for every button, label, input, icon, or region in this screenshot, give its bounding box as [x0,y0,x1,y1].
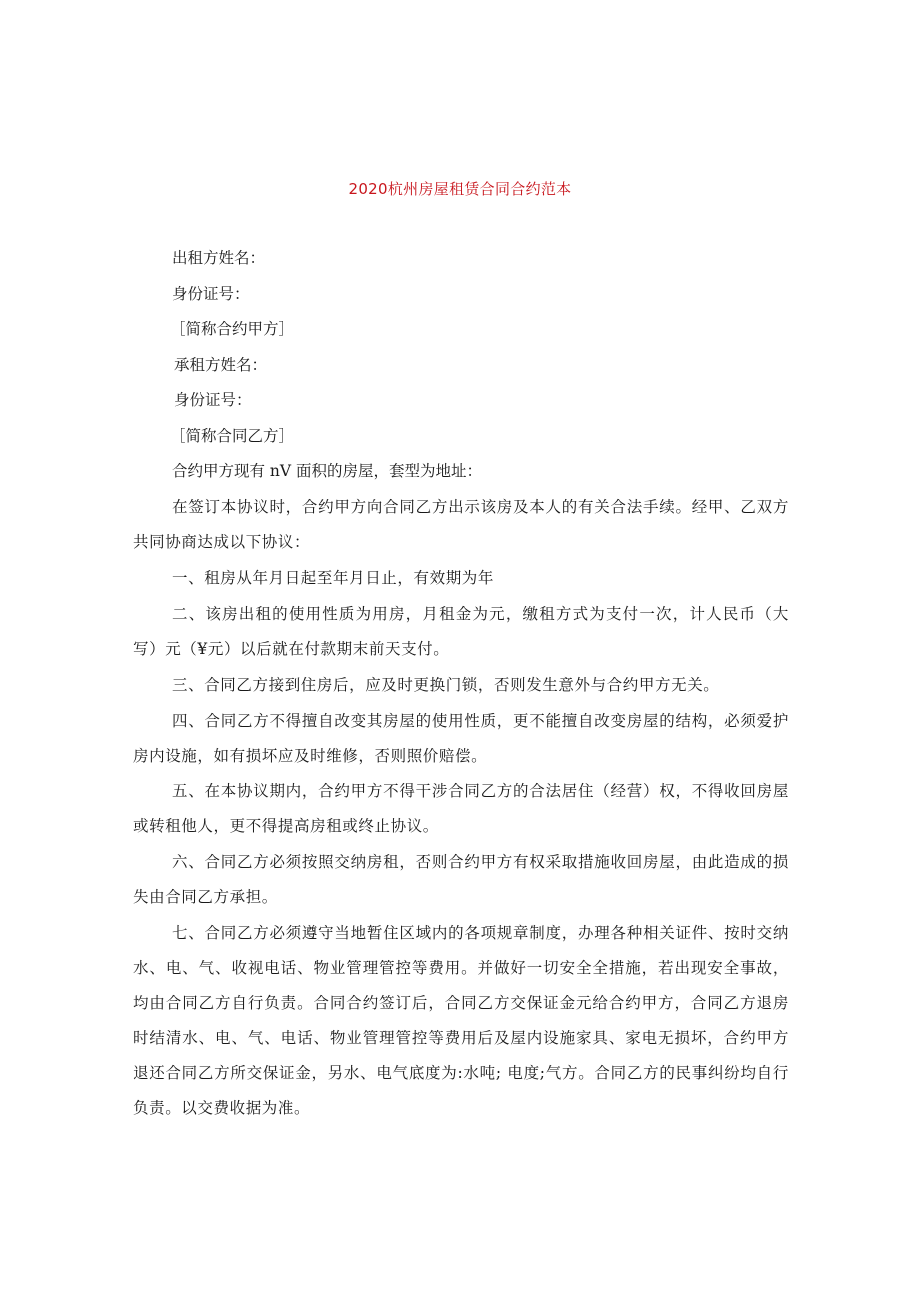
clause-5: 五、在本协议期内，合约甲方不得干涉合同乙方的合法居住（经营）权，不得收回房屋或转租他人，更不得提高房租或终止协议。 [133,782,789,835]
lessee-id-field: 身份证号： [174,391,252,409]
lessor-alias: ［简称合约甲方］ [170,320,295,338]
clause-4: 四、合同乙方不得擅自改变其房屋的使用性质，更不能擅自改变房屋的结构，必须爱护房内设施，如有损坏应及时维修，否则照价赔偿。 [133,712,789,765]
lessee-alias: ［简称合同乙方］ [170,427,295,445]
clause-7: 七、合同乙方必须遵守当地暂住区域内的各项规章制度，办理各种相关证件、按时交纳水、电、气、收视电话、物业管理管控等费用。并做好一切安全全措施，若出现安全事故，均由合同乙方自行负责。合同合约签订后，合同乙方交保证金元给合约甲方，合同乙方退房时结清水、电、气、电话、物业管理管控等费用后及屋内设施家具、家电无损坏，合约甲方退还合同乙方所交保证金，另水、电气底度为:水吨; 电度;气方。合同乙方的民事纠纷均自行负责。以交费收据为准。 [133,924,789,1117]
preamble-paragraph: 在签订本协议时，合约甲方向合同乙方出示该房及本人的有关合法手续。经甲、乙双方共同协商达成以下协议： [133,498,789,551]
clause-3: 三、合同乙方接到住房后，应及时更换门锁，否则发生意外与合约甲方无关。 [172,676,720,694]
property-description: 合约甲方现有 nV 面积的房屋，套型为地址： [172,462,483,480]
clause-2: 二、该房出租的使用性质为用房，月租金为元，缴租方式为支付一次，计人民币（大写）元（¥元）以后就在付款期末前天支付。 [133,605,789,658]
clause-1: 一、租房从年月日起至年月日止，有效期为年 [172,569,495,587]
lessee-name-field: 承租方姓名： [174,356,268,374]
lessor-id-field: 身份证号： [172,285,250,303]
lessor-name-field: 出租方姓名： [172,249,266,267]
document-title: 2020杭州房屋租赁合同合约范本 [348,180,572,198]
clause-6: 六、合同乙方必须按照交纳房租，否则合约甲方有权采取措施收回房屋，由此造成的损失由合同乙方承担。 [133,853,789,906]
